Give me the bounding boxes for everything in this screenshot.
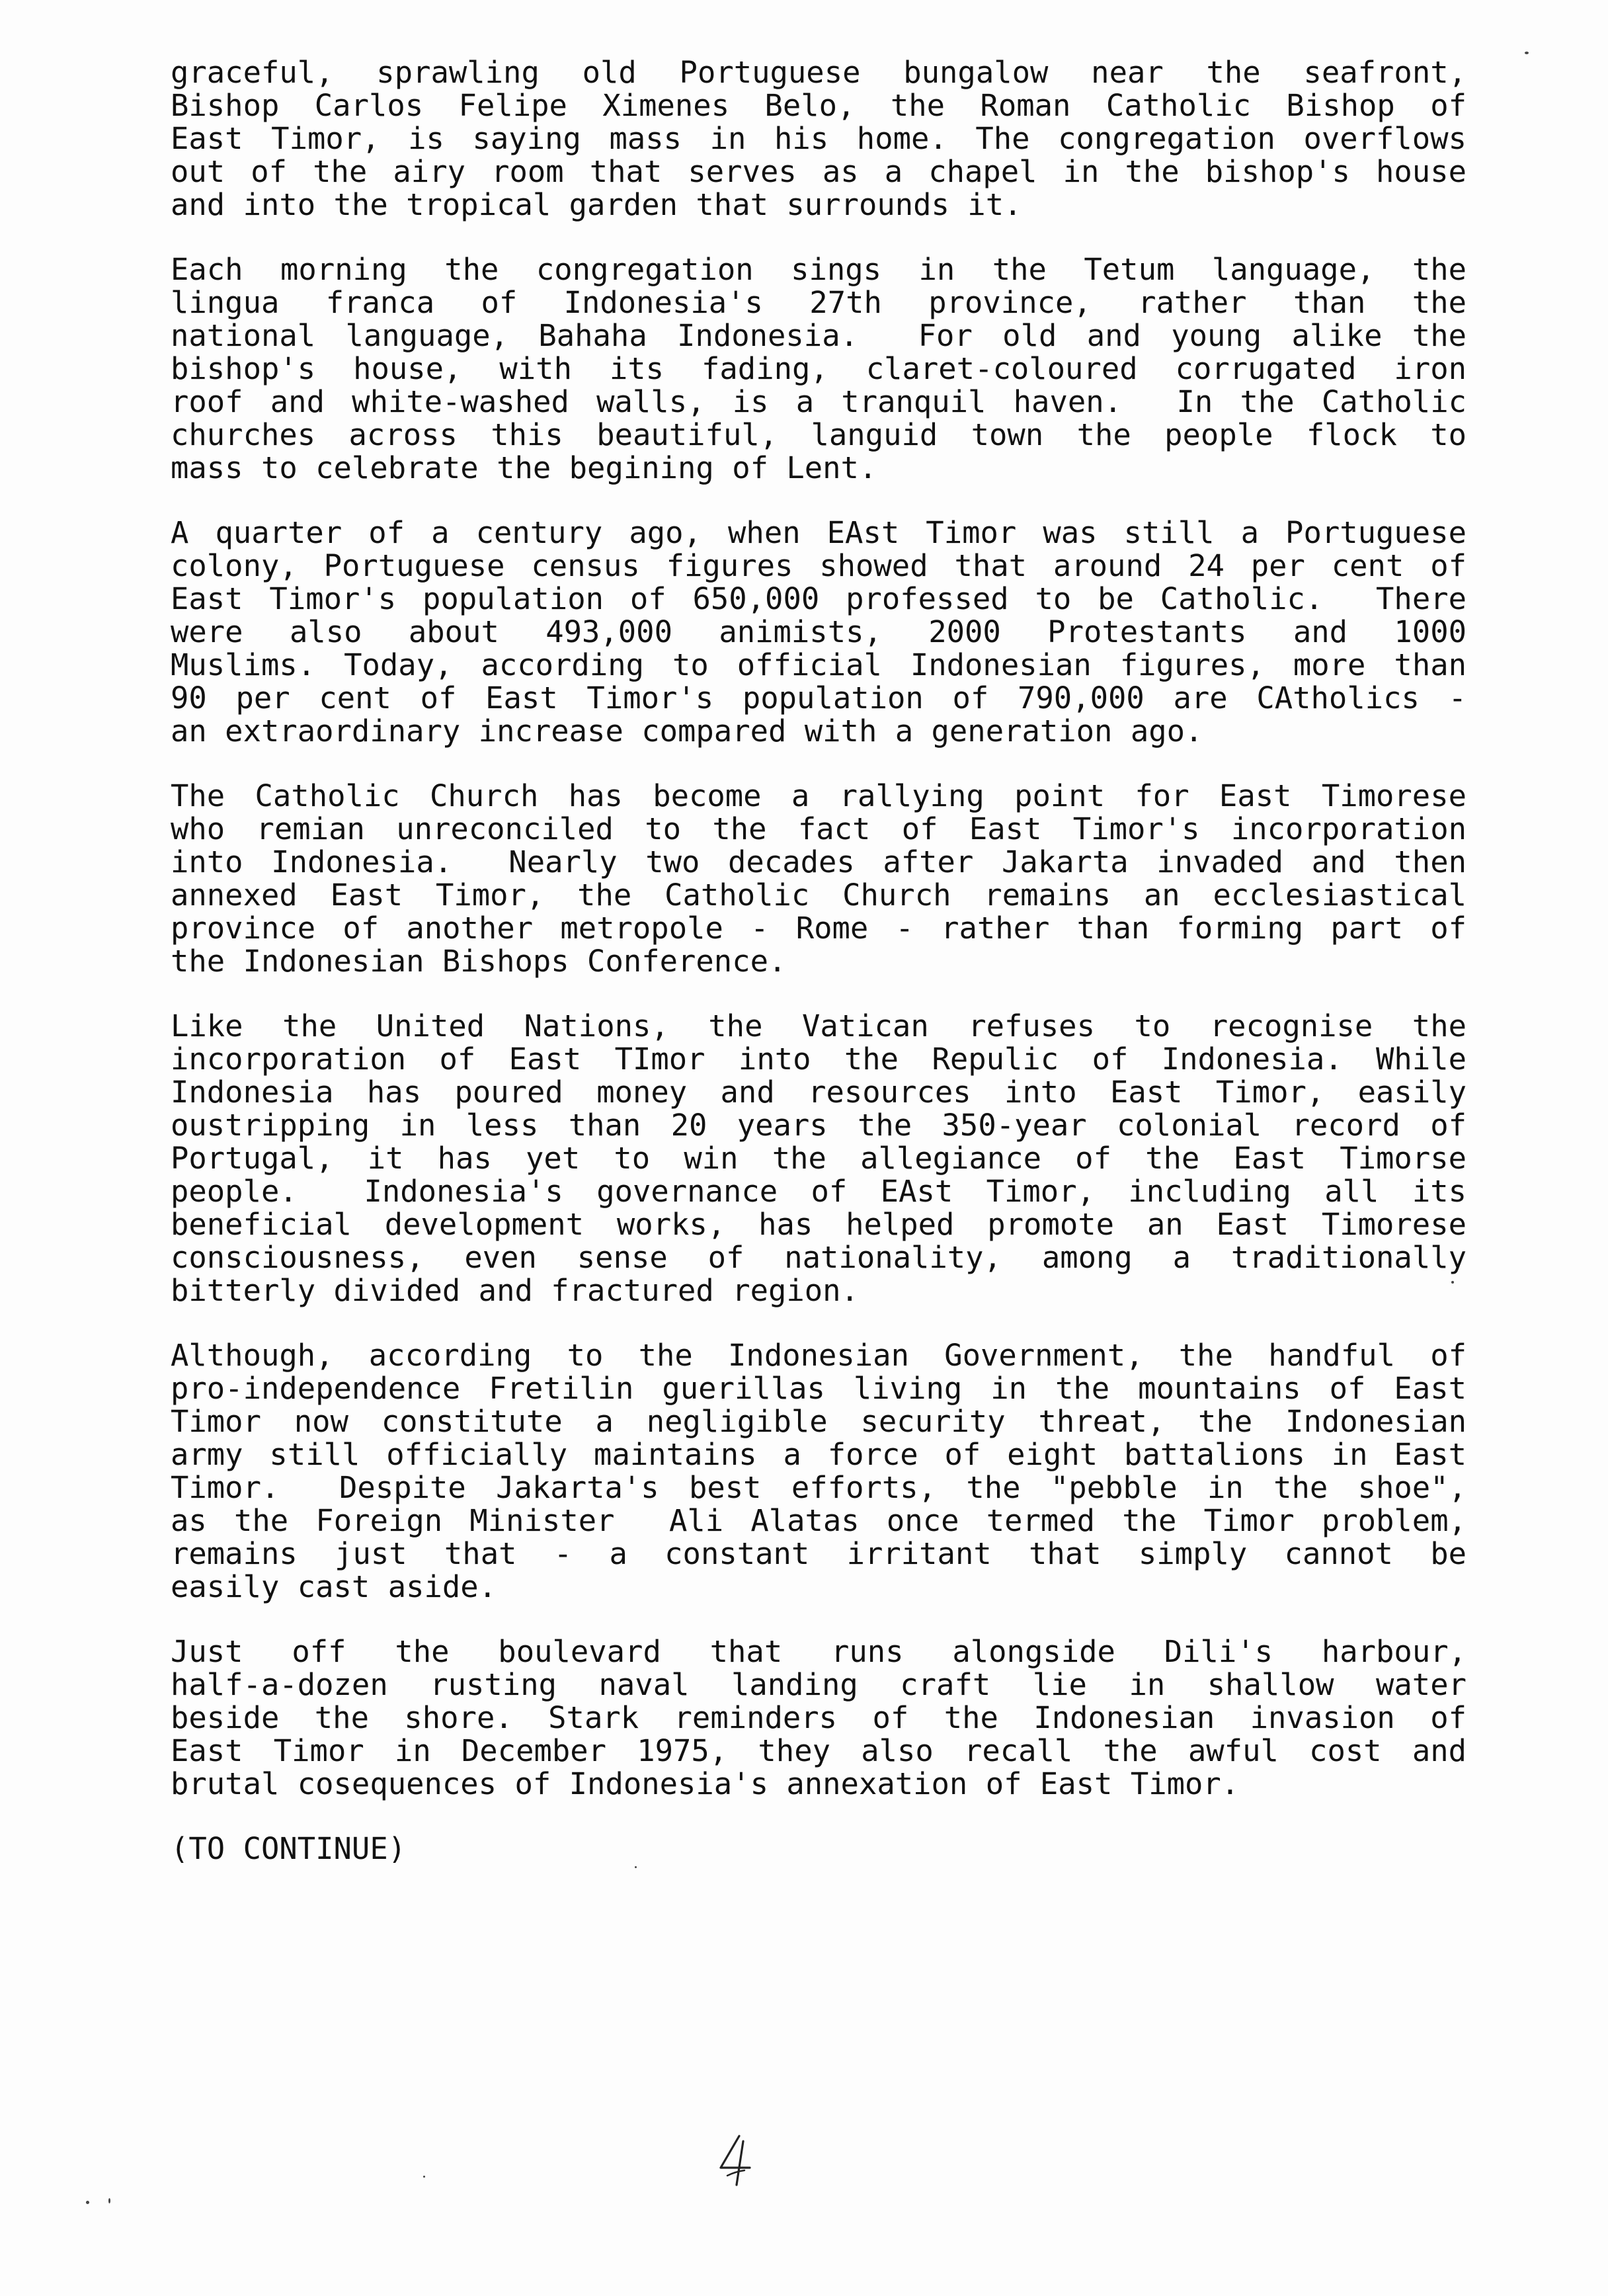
text-line: Each morning the congregation sings in the Tetum language, the [171, 252, 1467, 287]
text-line: The Catholic Church has become a rallying point for East Timorese [171, 778, 1467, 813]
paragraph [171, 516, 1467, 748]
text-line: bishop's house, with its fading, claret-coloured corrugated iron [171, 351, 1467, 386]
text-line: annexed East Timor, the Catholic Church remains an ecclesiastical [171, 878, 1467, 913]
text-line: roof and white-washed walls, is a tranquil haven. In the Catholic [171, 384, 1467, 419]
text-line: brutal cosequences of Indonesia's annexation of East Timor. [171, 1766, 1240, 1801]
scan-speck [1451, 1281, 1454, 1284]
text-line: bitterly divided and fractured region. [171, 1273, 859, 1308]
text-line: the Indonesian Bishops Conference. [171, 944, 787, 979]
text-line: East Timor, is saying mass in his home. The congregation overflows [171, 121, 1467, 156]
text-line: were also about 493,000 animists, 2000 Protestants and 1000 [171, 614, 1467, 649]
text-line: Bishop Carlos Felipe Ximenes Belo, the Roman Catholic Bishop of [171, 88, 1467, 123]
text-line: East Timor's population of 650,000 professed to be Catholic. There [171, 581, 1467, 616]
text-line: half-a-dozen rusting naval landing craft lie in shallow water [171, 1667, 1467, 1702]
text-line: an extraordinary increase compared with a generation ago. [171, 714, 1203, 749]
scan-speck [1525, 52, 1529, 54]
text-line: graceful, sprawling old Portuguese bungalow near the seafront, [171, 55, 1467, 90]
paragraph [171, 1010, 1467, 1307]
page-number-glyph [701, 2129, 767, 2195]
paragraph [171, 1339, 1467, 1604]
text-line: province of another metropole - Rome - rather than forming part of [171, 911, 1467, 946]
text-line: consciousness, even sense of nationality, among a traditionally [171, 1240, 1467, 1275]
continuation-note: (TO CONTINUE) [171, 1831, 407, 1866]
scan-speck [635, 1866, 637, 1868]
text-line: East Timor in December 1975, they also recall the awful cost and [171, 1733, 1467, 1768]
text-line: into Indonesia. Nearly two decades after Jakarta invaded and then [171, 844, 1467, 880]
text-line: people. Indonesia's governance of EAst Timor, including all its [171, 1174, 1467, 1209]
text-line: 90 per cent of East Timor's population of 790,000 are CAtholics - [171, 680, 1467, 716]
text-line: Although, according to the Indonesian Government, the handful of [171, 1338, 1467, 1373]
paragraph [171, 1635, 1467, 1801]
text-line: Indonesia has poured money and resources into East Timor, easily [171, 1075, 1467, 1110]
scan-speck [423, 2176, 425, 2178]
text-line: incorporation of East TImor into the Repulic of Indonesia. While [171, 1042, 1467, 1077]
paragraph [171, 780, 1467, 978]
text-line: out of the airy room that serves as a chapel in the bishop's house [171, 154, 1467, 189]
paragraph [171, 56, 1467, 222]
text-line: easily cast aside. [171, 1569, 497, 1604]
text-line: Muslims. Today, according to official Indonesian figures, more than [171, 647, 1467, 682]
scan-speck [86, 2201, 89, 2204]
text-line: and into the tropical garden that surrounds it. [171, 187, 1022, 222]
text-line: colony, Portuguese census figures showed that around 24 per cent of [171, 548, 1467, 583]
text-line: A quarter of a century ago, when EAst Timor was still a Portuguese [171, 515, 1467, 550]
text-line: Timor now constitute a negligible security threat, the Indonesian [171, 1404, 1467, 1439]
scan-speck [108, 2198, 110, 2203]
text-line: Portugal, it has yet to win the allegiance of the East Timorse [171, 1141, 1467, 1176]
text-line: remains just that - a constant irritant that simply cannot be [171, 1536, 1467, 1571]
text-line: beside the shore. Stark reminders of the Indonesian invasion of [171, 1700, 1467, 1735]
text-line: as the Foreign Minister Ali Alatas once termed the Timor problem, [171, 1503, 1467, 1538]
text-line: who remian unreconciled to the fact of East Timor's incorporation [171, 811, 1467, 846]
text-line: lingua franca of Indonesia's 27th province, rather than the [171, 285, 1467, 320]
paragraph [171, 253, 1467, 485]
text-line: churches across this beautiful, languid town the people flock to [171, 417, 1467, 452]
text-line: Timor. Despite Jakarta's best efforts, the "pebble in the shoe", [171, 1470, 1467, 1505]
text-line: mass to celebrate the begining of Lent. [171, 450, 877, 485]
text-line: beneficial development works, has helped promote an East Timorese [171, 1207, 1467, 1242]
text-line: oustripping in less than 20 years the 350-year colonial record of [171, 1108, 1467, 1143]
text-line: army still officially maintains a force of eight battalions in East [171, 1437, 1467, 1472]
article-body [171, 56, 1467, 1866]
text-line: national language, Bahaha Indonesia. For old and young alike the [171, 318, 1467, 353]
text-line: pro-independence Fretilin guerillas living in the mountains of East [171, 1371, 1467, 1406]
text-line: Just off the boulevard that runs alongside Dili's harbour, [171, 1634, 1467, 1669]
handwritten-page-number [701, 2129, 767, 2195]
text-line: Like the United Nations, the Vatican refuses to recognise the [171, 1008, 1467, 1044]
